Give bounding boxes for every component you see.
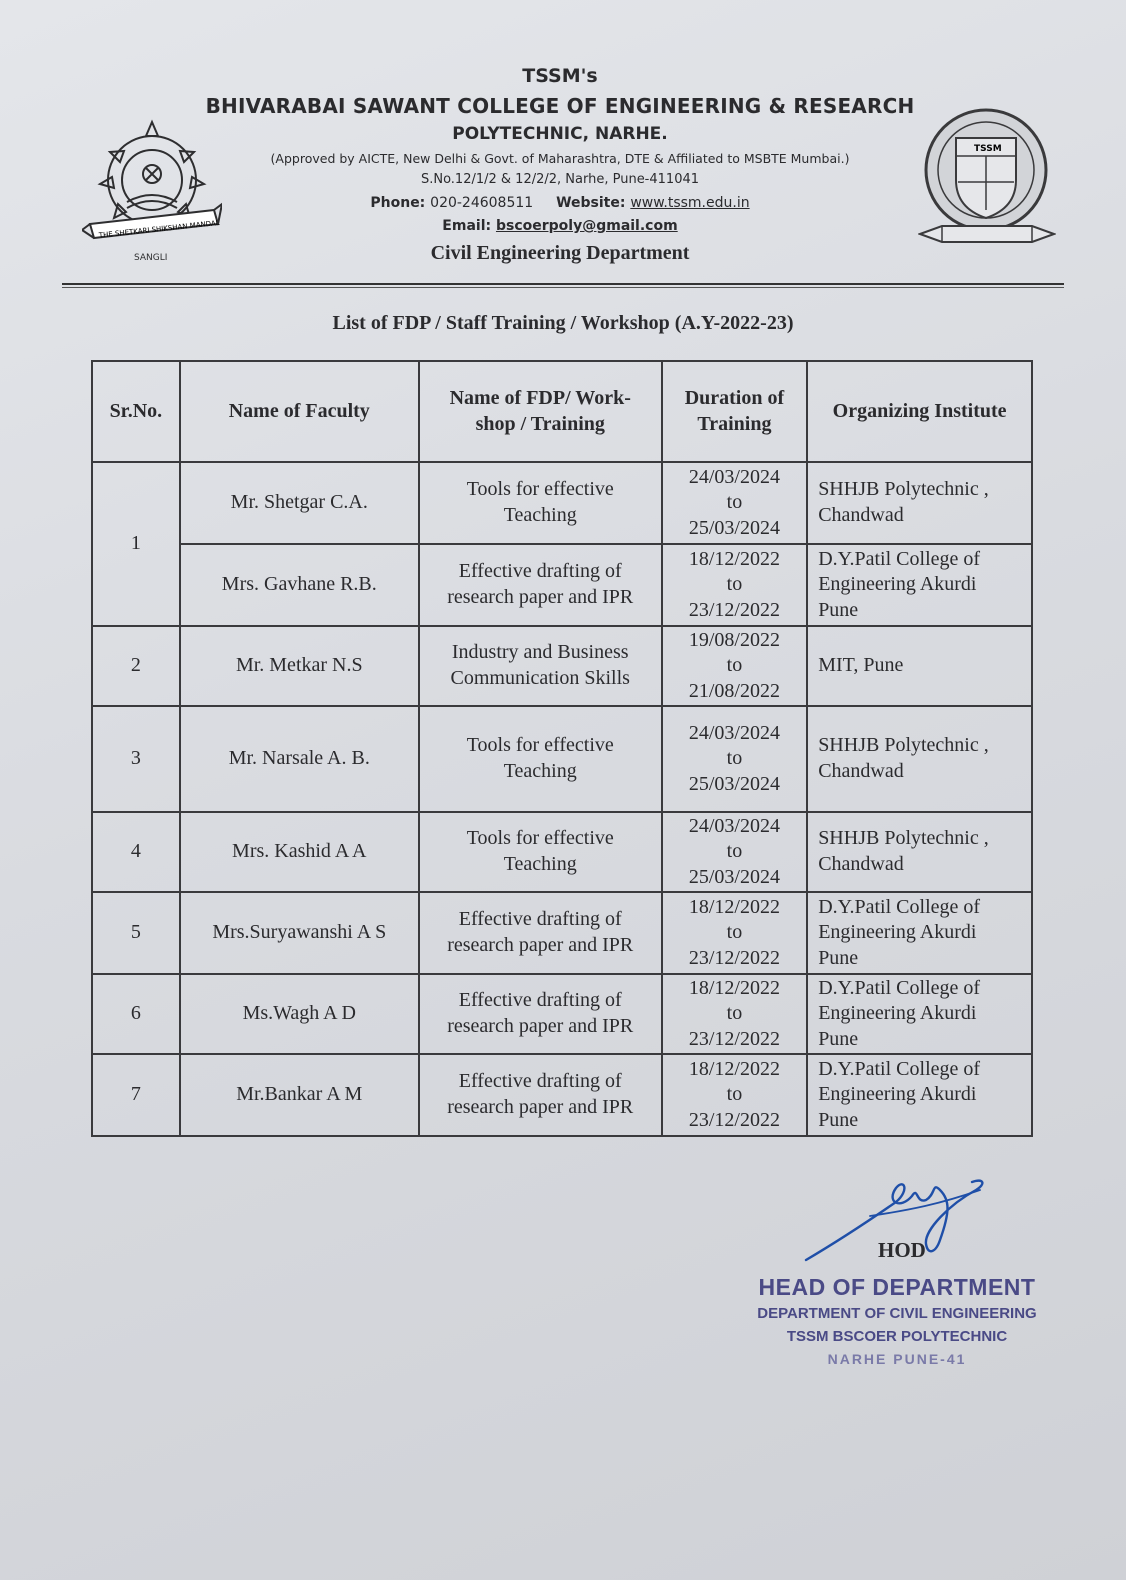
institute-name: POLYTECHNIC, NARHE.	[452, 123, 668, 144]
program-line: Effective drafting of	[458, 989, 622, 1012]
institute-line: D.Y.Patil College of	[818, 1057, 981, 1080]
date-separator: to	[726, 491, 743, 514]
date-separator: to	[726, 747, 743, 770]
program-line: Teaching	[503, 853, 577, 875]
tssm-seal-logo	[918, 100, 1056, 260]
cell-sr-no: 5	[92, 892, 180, 974]
institute-line: Engineering Akurdi	[818, 573, 977, 596]
phone-label: Phone:	[370, 194, 426, 211]
cell-duration	[662, 974, 808, 1054]
cell-faculty-name: Ms.Wagh A D	[180, 974, 419, 1054]
table-row	[92, 892, 1032, 974]
program-line: Tools for effective	[466, 827, 614, 850]
institute-line: Engineering Akurdi	[818, 1083, 977, 1106]
cell-program-name	[419, 706, 662, 812]
institute-line: Chandwad	[818, 504, 904, 526]
date-separator: to	[726, 654, 743, 677]
table-row	[92, 974, 1032, 1054]
cell-duration	[662, 892, 808, 974]
stamp-line-2: DEPARTMENT OF CIVIL ENGINEERING	[757, 1305, 1037, 1322]
cell-organizing-institute	[807, 892, 1032, 974]
program-line: research paper and IPR	[447, 586, 634, 608]
institute-line: D.Y.Patil College of	[818, 895, 981, 918]
program-line: Effective drafting of	[458, 560, 622, 583]
institute-line: D.Y.Patil College of	[818, 976, 981, 999]
cell-duration	[662, 462, 808, 544]
trust-name: TSSM's	[522, 65, 598, 87]
date-from: 19/08/2022	[688, 628, 780, 651]
cell-duration	[662, 544, 808, 626]
institute-line: Pune	[818, 1027, 859, 1050]
col-duration	[662, 361, 808, 462]
date-to: 23/12/2022	[688, 598, 780, 621]
cell-organizing-institute	[807, 544, 1032, 626]
table-row	[92, 812, 1032, 892]
department-name: Civil Engineering Department	[430, 242, 690, 265]
logo-caption: SANGLI	[134, 253, 168, 263]
cell-sr-no: 3	[92, 706, 180, 812]
date-separator: to	[726, 1002, 743, 1025]
cell-program-name	[419, 462, 662, 544]
fdp-table	[91, 360, 1033, 1137]
cell-faculty-name: Mr. Narsale A. B.	[180, 706, 419, 812]
program-line: Tools for effective	[466, 478, 614, 501]
col-duration-line2: Training	[697, 412, 772, 435]
program-line: Tools for effective	[466, 734, 614, 757]
approval-note: (Approved by AICTE, New Delhi & Govt. of Maharashtra, DTE & Affiliated to MSBTE Mumbai.)	[270, 150, 850, 166]
date-to: 23/12/2022	[688, 1027, 780, 1050]
date-from: 18/12/2022	[688, 547, 780, 570]
college-name: BHIVARABAI SAWANT COLLEGE OF ENGINEERING & RESEARCH	[205, 93, 915, 118]
cell-organizing-institute	[807, 462, 1032, 544]
col-faculty-name: Name of Faculty	[180, 361, 419, 462]
institute-line: Pune	[818, 1108, 859, 1131]
table-row	[92, 1054, 1032, 1136]
institute-line: Chandwad	[818, 853, 904, 875]
cell-organizing-institute	[807, 974, 1032, 1054]
date-separator: to	[726, 840, 743, 863]
cell-sr-no: 7	[92, 1054, 180, 1136]
cell-faculty-name: Mrs. Kashid A A	[180, 812, 419, 892]
cell-program-name	[419, 974, 662, 1054]
date-to: 25/03/2024	[688, 516, 780, 539]
table-header-row	[92, 361, 1032, 462]
col-organizing-institute: Organizing Institute	[807, 361, 1032, 462]
stamp-line-4: NARHE PUNE-41	[827, 1351, 967, 1367]
date-separator: to	[726, 1083, 743, 1106]
program-line: Teaching	[503, 760, 577, 782]
program-line: research paper and IPR	[447, 1015, 634, 1037]
contact-line	[200, 196, 920, 211]
date-from: 18/12/2022	[688, 1057, 780, 1080]
cell-faculty-name: Mrs. Gavhane R.B.	[180, 544, 419, 626]
program-line: research paper and IPR	[447, 934, 634, 956]
program-line: Industry and Business	[451, 641, 629, 664]
cell-faculty-name: Mr.Bankar A M	[180, 1054, 419, 1136]
logo-ribbon-text: THE SHETKARI SHIKSHAN MANDAL	[98, 218, 221, 240]
institute-line: Engineering Akurdi	[818, 921, 977, 944]
letterhead	[200, 62, 920, 264]
date-to: 23/12/2022	[688, 946, 780, 969]
date-from: 24/03/2024	[688, 814, 780, 837]
table-body	[92, 462, 1032, 1136]
date-to: 21/08/2022	[688, 679, 780, 702]
date-from: 18/12/2022	[688, 976, 780, 999]
stamp-line-1: HEAD OF DEPARTMENT	[758, 1274, 1036, 1300]
cell-duration	[662, 1054, 808, 1136]
website-label: Website:	[556, 194, 626, 211]
program-line: Teaching	[503, 504, 577, 526]
email-label: Email:	[442, 218, 492, 235]
col-duration-line1: Duration of	[684, 386, 785, 409]
table-row	[92, 706, 1032, 812]
cell-program-name	[419, 812, 662, 892]
cell-faculty-name: Mr. Shetgar C.A.	[180, 462, 419, 544]
institute-line: Pune	[818, 598, 859, 621]
cell-faculty-name: Mr. Metkar N.S	[180, 626, 419, 706]
cell-program-name	[419, 1054, 662, 1136]
institute-line: SHHJB Polytechnic ,	[818, 734, 989, 757]
date-to: 25/03/2024	[688, 865, 780, 888]
table-row	[92, 544, 1032, 626]
program-line: Effective drafting of	[458, 1070, 622, 1093]
institute-line: Engineering Akurdi	[818, 1002, 977, 1025]
col-sr-no: Sr.No.	[92, 361, 180, 462]
cell-organizing-institute	[807, 812, 1032, 892]
cell-duration	[662, 706, 808, 812]
date-from: 24/03/2024	[688, 465, 780, 488]
cell-organizing-institute	[807, 706, 1032, 812]
address: S.No.12/1/2 & 12/2/2, Narhe, Pune-411041	[420, 172, 700, 188]
col-program-line2: shop / Training	[475, 412, 605, 435]
header-divider	[62, 283, 1064, 285]
cell-faculty-name: Mrs.Suryawanshi A S	[180, 892, 419, 974]
program-line: Communication Skills	[450, 667, 630, 689]
col-program-name	[419, 361, 662, 462]
hod-label: HOD	[878, 1238, 926, 1262]
col-program-line1: Name of FDP/ Work-	[449, 386, 631, 409]
cell-duration	[662, 626, 808, 706]
stamp-line-3: TSSM BSCOER POLYTECHNIC	[786, 1328, 1008, 1345]
program-line: research paper and IPR	[447, 1096, 634, 1118]
seal-text: TSSM	[974, 144, 1002, 154]
date-to: 25/03/2024	[688, 772, 780, 795]
cell-sr-no: 6	[92, 974, 180, 1054]
email-line	[200, 219, 920, 234]
institute-line: Pune	[818, 946, 859, 969]
cell-sr-no: 1	[92, 462, 180, 626]
email-link[interactable]: bscoerpoly@gmail.com	[495, 218, 678, 235]
institute-line: MIT, Pune	[818, 654, 904, 677]
department-stamp	[742, 1274, 1052, 1367]
date-separator: to	[726, 921, 743, 944]
cell-organizing-institute	[807, 626, 1032, 706]
institute-line: SHHJB Polytechnic ,	[818, 478, 989, 501]
date-from: 18/12/2022	[688, 895, 780, 918]
cell-program-name	[419, 544, 662, 626]
document-title: List of FDP / Staff Training / Workshop (A.Y-2022-23)	[332, 312, 794, 334]
cell-sr-no: 4	[92, 812, 180, 892]
cell-organizing-institute	[807, 1054, 1032, 1136]
institute-line: Chandwad	[818, 760, 904, 782]
program-line: Effective drafting of	[458, 908, 622, 931]
cell-program-name	[419, 892, 662, 974]
date-from: 24/03/2024	[688, 721, 780, 744]
phone-number: 020-24608511	[430, 194, 534, 211]
cell-duration	[662, 812, 808, 892]
cell-program-name	[419, 626, 662, 706]
cell-sr-no: 2	[92, 626, 180, 706]
institute-line: D.Y.Patil College of	[818, 547, 981, 570]
date-to: 23/12/2022	[688, 1108, 780, 1131]
table-row	[92, 626, 1032, 706]
institute-line: SHHJB Polytechnic ,	[818, 827, 989, 850]
date-separator: to	[726, 573, 743, 596]
header-divider-thin	[62, 287, 1064, 288]
table-row	[92, 462, 1032, 544]
website-link[interactable]: www.tssm.edu.in	[630, 194, 750, 211]
